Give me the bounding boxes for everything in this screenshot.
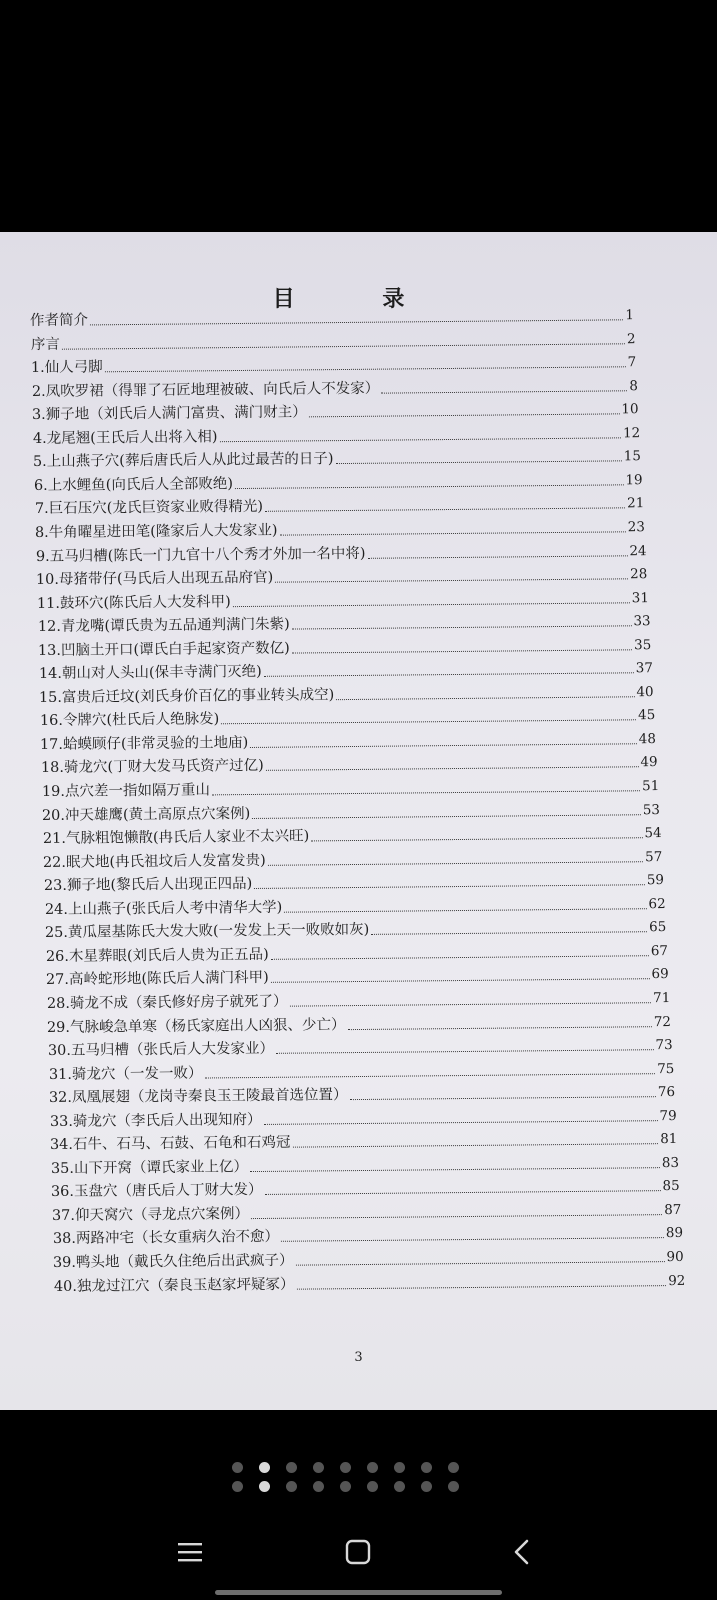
dot-leader: [280, 531, 626, 535]
toc-entry-title: 18.骑龙穴(丁财大发马氏资产过亿): [40, 758, 264, 777]
toc-entry: [40, 730, 656, 754]
page-dot[interactable]: [340, 1462, 351, 1473]
page-dot[interactable]: [394, 1462, 405, 1473]
toc-entry: [47, 1013, 671, 1037]
toc-entry: [53, 1248, 684, 1272]
menu-button[interactable]: [172, 1534, 208, 1570]
toc-entry-title: 序言: [30, 336, 60, 353]
toc-entry-page: 92: [667, 1272, 686, 1289]
toc-entry-title: 26.木星葬眼(刘氏后人贵为正五品): [45, 946, 269, 965]
dot-leader: [291, 625, 631, 629]
page-dot[interactable]: [313, 1462, 324, 1473]
toc-entry-title: 4.龙尾翘(王氏后人出将入相): [32, 428, 218, 447]
toc-entry-page: 54: [644, 825, 662, 842]
toc-entry-page: 33: [632, 613, 651, 630]
toc-entry-page: 79: [659, 1107, 677, 1124]
toc-entry: [41, 777, 659, 801]
toc-entry-page: 71: [652, 989, 671, 1007]
toc-entry-title: 5.上山燕子穴(葬后唐氏后人从此过最苦的日子): [33, 451, 335, 471]
document-page: [0, 232, 717, 1410]
toc-entry: [49, 1083, 675, 1107]
dot-leader: [337, 696, 635, 700]
toc-entry-page: 81: [660, 1131, 678, 1148]
toc-entry: [43, 848, 663, 872]
toc-entry-title: 19.点穴差一指如隔万重山: [41, 782, 210, 801]
toc-entry-page: 87: [664, 1201, 682, 1219]
page-dot[interactable]: [313, 1481, 324, 1492]
toc-entry-page: 40: [636, 683, 654, 701]
toc-entry-page: 37: [635, 660, 653, 677]
dot-leader: [233, 602, 630, 607]
page-dot[interactable]: [367, 1481, 378, 1492]
toc-entry-page: 73: [655, 1037, 673, 1054]
toc-entry-page: 59: [646, 872, 664, 889]
toc-entry-page: 19: [625, 472, 643, 489]
toc-entry-title: 17.蛤蟆顾仔(非常灵验的土地庙): [40, 734, 249, 753]
dot-leader: [105, 366, 626, 372]
toc-entry-page: 24: [629, 542, 647, 559]
toc-entry: [34, 471, 643, 495]
toc-entry-title: 3.狮子地（刘氏后人满门富贵、满门财主）: [32, 404, 308, 424]
home-button[interactable]: [340, 1534, 376, 1570]
dot-leader: [284, 908, 646, 912]
toc-entry: [52, 1224, 682, 1248]
dot-leader: [254, 884, 645, 889]
dot-leader: [348, 1026, 652, 1030]
page-indicator-row: [232, 1481, 472, 1492]
toc-entry-page: 75: [656, 1060, 674, 1077]
page-dot[interactable]: [367, 1462, 378, 1473]
toc-entry: [44, 871, 664, 895]
page-indicator: [232, 1462, 472, 1500]
toc-entry: [50, 1107, 677, 1131]
toc-entry-title: 29.气脉峻急单寒（杨氏家庭出人凶狠、少亡）: [47, 1016, 346, 1036]
toc-entry-title: 11.鼓环穴(陈氏后人大发科甲): [36, 593, 231, 612]
dot-leader: [62, 343, 625, 349]
toc-entry-title: 30.五马归槽（张氏后人大发家业）: [47, 1040, 275, 1060]
dot-leader: [293, 1143, 659, 1148]
toc-entry-page: 51: [641, 778, 659, 795]
page-dot[interactable]: [232, 1462, 243, 1473]
toc-entry: [45, 918, 667, 942]
toc-entry-page: 57: [645, 848, 663, 865]
toc-entry: [40, 706, 656, 730]
dot-leader: [289, 1002, 651, 1006]
dot-leader: [219, 437, 621, 442]
toc-entry-page: 12: [622, 424, 641, 442]
toc-entry-page: 2: [626, 330, 636, 347]
dot-leader: [265, 508, 625, 512]
toc-entry-title: 15.富贵后迁坟(刘氏身价百亿的事业转头成空): [39, 686, 335, 706]
toc-entry-title: 28.骑龙不成（秦氏修好房子就死了）: [46, 993, 288, 1012]
toc-entry-title: 31.骑龙穴（一发一败）: [48, 1065, 203, 1083]
page-dot[interactable]: [232, 1481, 243, 1492]
system-nav-bar: [0, 1520, 717, 1590]
toc-entry-page: 49: [640, 754, 658, 771]
toc-entry-page: 90: [666, 1248, 684, 1266]
toc-entry-title: 12.青龙嘴(谭氏贵为五品通判满门朱紫): [37, 616, 290, 636]
dot-leader: [263, 1120, 657, 1125]
toc-entry-page: 21: [626, 495, 644, 512]
toc-entry-title: 27.高岭蛇形地(陈氏后人满门科甲): [46, 970, 270, 989]
dot-leader: [235, 484, 623, 489]
toc-entry-title: 24.上山燕子(张氏后人考中清华大学): [44, 899, 282, 918]
dot-leader: [271, 979, 650, 984]
toc-entry-page: 10: [621, 401, 639, 418]
dot-leader: [251, 1214, 662, 1219]
toc-entry-page: 1: [625, 307, 634, 324]
dot-leader: [296, 1261, 665, 1266]
toc-entry-title: 22.眠犬地(冉氏祖坟后人发富发贵): [43, 852, 267, 871]
toc-entry: [44, 895, 665, 919]
toc-entry-page: 89: [665, 1225, 683, 1242]
toc-entry-title: 作者简介: [29, 312, 88, 330]
back-button[interactable]: [504, 1534, 540, 1570]
toc-entry: [45, 942, 667, 966]
toc-entry-title: 21.气脉粗饱懒散(冉氏后人家业不太兴旺): [42, 828, 310, 848]
toc-entry-page: 76: [657, 1084, 676, 1101]
page-dot[interactable]: [448, 1481, 459, 1492]
dot-leader: [252, 814, 641, 819]
toc-entry: [30, 330, 635, 354]
toc-entry: [31, 353, 636, 377]
toc-entry-title: 14.朝山对人头山(保丰寺满门灭绝): [38, 664, 262, 683]
toc-entry-page: 7: [627, 354, 637, 371]
dot-leader: [309, 414, 620, 418]
toc-entry-title: 7.巨石压穴(龙氏巨资家业败得精光): [34, 499, 263, 518]
toc-entry: [52, 1201, 682, 1225]
toc-entry-title: 37.仰天窝穴（寻龙点穴案例）: [51, 1205, 250, 1224]
page-dot[interactable]: [448, 1462, 459, 1473]
dot-leader: [311, 837, 642, 841]
toc-entry-page: 67: [650, 942, 668, 960]
dot-leader: [350, 1096, 656, 1100]
dot-leader: [266, 767, 639, 772]
toc-entry-title: 36.玉盘穴（唐氏后人丁财大发）: [51, 1182, 263, 1201]
toc-entry-page: 8: [628, 377, 638, 394]
toc-entry: [41, 754, 658, 778]
page-title: 目 录: [272, 287, 445, 312]
toc-entry-page: 83: [661, 1154, 679, 1171]
toc-entry: [51, 1154, 679, 1178]
toc-entry-title: 16.令牌穴(杜氏后人绝脉发): [39, 711, 220, 730]
toc-entry-title: 20.冲天雄鹰(黄土高原点穴案例): [42, 805, 251, 824]
toc-entry-page: 72: [654, 1013, 672, 1030]
toc-entry-page: 45: [637, 707, 656, 724]
dot-leader: [270, 955, 648, 960]
toc-entry: [48, 1036, 673, 1060]
dot-leader: [264, 673, 634, 678]
toc-entry-page: 23: [627, 519, 646, 536]
toc-entry-page: 28: [630, 566, 648, 583]
toc-entry: [51, 1177, 680, 1201]
dot-leader: [251, 743, 637, 748]
page-dot[interactable]: [286, 1462, 297, 1473]
dot-leader: [281, 1238, 664, 1243]
toc-entry: [39, 683, 654, 707]
toc-entry-page: 35: [634, 636, 652, 653]
toc-entry-page: 69: [651, 966, 669, 983]
menu-icon: [176, 1540, 204, 1564]
dot-leader: [296, 1285, 666, 1290]
toc-entry-title: 34.石牛、石马、石鼓、石龟和石鸡冠: [50, 1134, 291, 1154]
toc-entry-title: 6.上水鲤鱼(向氏后人全部败绝): [33, 475, 234, 494]
toc-entry: [34, 495, 644, 519]
page-dot[interactable]: [394, 1481, 405, 1492]
dot-leader: [292, 649, 632, 653]
toc-entry-page: 15: [624, 448, 642, 465]
dot-leader: [204, 1073, 655, 1078]
toc-entry: [36, 542, 647, 566]
page-dot[interactable]: [421, 1481, 432, 1492]
dot-leader: [221, 720, 636, 725]
toc-entry: [50, 1130, 678, 1154]
toc-entry-title: 10.母猪带仔(马氏后人出现五品府官): [36, 569, 274, 589]
page-dot[interactable]: [421, 1462, 432, 1473]
toc-entry: [37, 589, 649, 613]
toc-entry-page: 62: [647, 895, 666, 912]
toc-entry-title: 35.山下开窝（谭氏家业上亿）: [50, 1158, 248, 1177]
toc-entry-title: 9.五马归槽(陈氏一门九官十八个秀才外加一名中将): [35, 545, 366, 565]
toc-entry-page: 85: [662, 1178, 681, 1195]
dot-leader: [367, 555, 627, 558]
toc-entry: [47, 989, 671, 1013]
dot-leader: [90, 319, 623, 325]
dot-leader: [265, 1190, 661, 1195]
toc-entry: [32, 377, 638, 401]
dot-leader: [381, 390, 627, 393]
toc-entry: [33, 447, 641, 471]
dot-leader: [268, 861, 643, 866]
page-dot-active[interactable]: [259, 1481, 270, 1492]
toc-entry: [33, 424, 641, 448]
toc-entry-title: 32.凤凰展翅（龙岗寺秦良玉王陵最首选位置）: [48, 1087, 348, 1107]
toc-entry-title: 23.狮子地(黎氏后人出现正四品): [43, 876, 253, 895]
toc-entry-page: 53: [642, 801, 661, 818]
toc-entry: [35, 518, 645, 542]
toc-entry: [32, 400, 639, 424]
toc-entry-title: 39.鸭头地（戴氏久住绝后出武疯子）: [53, 1252, 294, 1271]
toc-entry-title: 40.独龙过江穴（秦良玉赵家坪疑冢）: [53, 1276, 295, 1295]
toc-entry: [42, 801, 660, 825]
home-square-icon: [344, 1538, 372, 1566]
page-dot-active[interactable]: [259, 1462, 270, 1473]
toc-entry-title: 1.仙人弓脚: [30, 359, 103, 377]
table-of-contents: [0, 232, 717, 1410]
dot-leader: [212, 790, 640, 795]
toc-entry: [43, 824, 662, 848]
toc-entry: [54, 1271, 686, 1295]
toc-entry: [36, 565, 648, 589]
toc-entry: [46, 965, 669, 989]
toc-entry: [48, 1060, 674, 1084]
page-indicator-row: [232, 1462, 472, 1473]
toc-entry-page: 48: [639, 730, 657, 748]
toc-entry: [38, 636, 652, 660]
toc-entry-title: 38.两路冲宅（长女重病久治不愈）: [52, 1229, 279, 1248]
dot-leader: [250, 1167, 660, 1172]
dot-leader: [276, 1049, 654, 1054]
dot-leader: [276, 578, 629, 582]
toc-entry-title: 8.牛角曜星进田笔(隆家后人大发家业): [35, 522, 278, 541]
toc-entry: [30, 306, 634, 330]
toc-entry-title: 25.黄瓜屋基陈氏大发大败(一发发上天一败败如灰): [44, 922, 370, 942]
page-number: 3: [354, 1350, 363, 1365]
page-dot[interactable]: [340, 1481, 351, 1492]
toc-entry-title: 13.凹脑土开口(谭氏白手起家资产数亿): [37, 640, 290, 659]
dot-leader: [336, 461, 622, 465]
dot-leader: [371, 932, 647, 936]
home-indicator-bar: [215, 1590, 502, 1595]
toc-entry-page: 31: [631, 589, 649, 606]
page-dot[interactable]: [286, 1481, 297, 1492]
toc-entry-title: 33.骑龙穴（李氏后人出现知府）: [49, 1111, 262, 1130]
toc-entry: [37, 612, 650, 636]
toc-entry-page: 65: [649, 919, 667, 936]
toc-entry: [39, 659, 653, 683]
back-chevron-icon: [510, 1538, 534, 1566]
toc-entry-title: 2.凤吹罗裙（得罪了石匠地理被破、向氏后人不发家）: [31, 380, 380, 400]
